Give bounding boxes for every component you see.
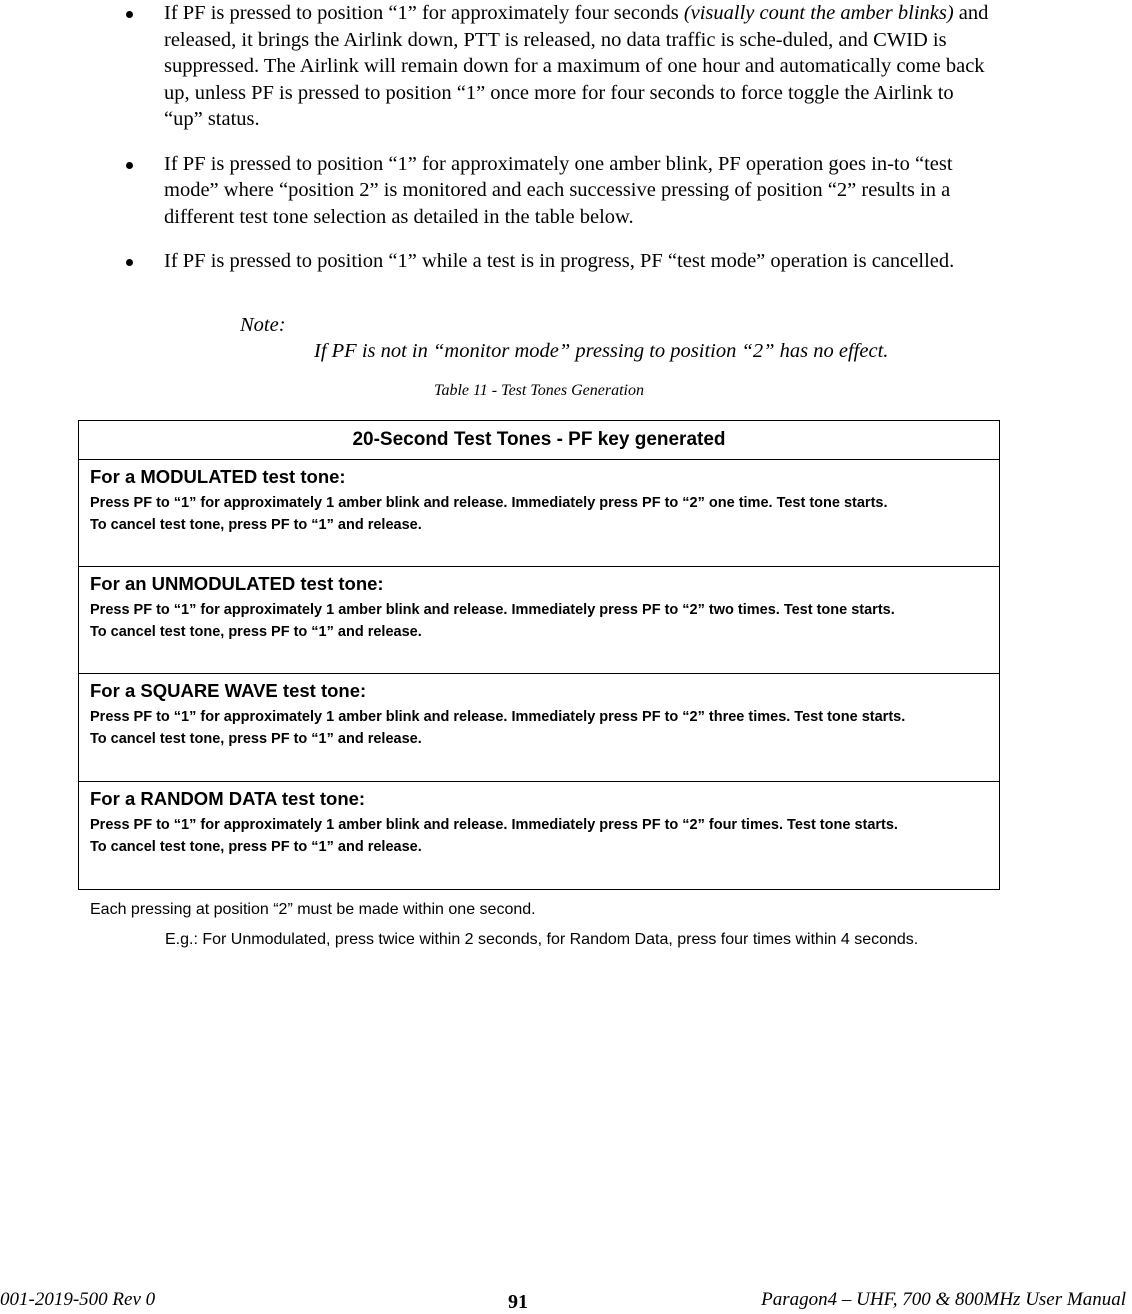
note-label: Note:	[240, 314, 286, 336]
note-text: If PF is not in “monitor mode” pressing to position “2” has no effect.	[314, 340, 889, 362]
footer-page-number: 91	[508, 1291, 528, 1313]
table-row	[79, 674, 999, 782]
row-title: For a SQUARE WAVE test tone:	[90, 680, 367, 701]
bullet-item	[120, 151, 990, 231]
bullet-text: If PF is pressed to position “1” while a test is in progress, PF “test mode” operation is cancelled.	[164, 250, 955, 272]
bullet-item	[120, 0, 994, 133]
table-row	[79, 460, 999, 567]
bullet-dot-icon	[126, 162, 133, 169]
test-tones-table	[78, 420, 1000, 890]
row-title: For a MODULATED test tone:	[90, 466, 346, 487]
row-instruction: Press PF to “1” for approximately 1 amber blink and release. Immediately press PF to “2” three times. Test tone starts.	[90, 709, 906, 725]
table-row	[79, 567, 999, 674]
bullet-text: If PF is pressed to position “1” for approximately four seconds (visually count the amber blinks) and released, it brings the Airlink down, PTT is released, no data traffic is sche-duled, and CWID is suppressed. The Airlink will remain down for a maximum of one hour and automatically come back up, unless PF is pressed to position “1” once more for four seconds to force toggle the Airlink to “up” status.	[164, 2, 994, 130]
footer-doc-number: 001-2019-500 Rev 0	[0, 1289, 156, 1310]
bullet-dot-icon	[126, 259, 133, 266]
bullet-item	[120, 248, 990, 275]
example-note: E.g.: For Unmodulated, press twice within 2 seconds, for Random Data, press four times within 4 seconds.	[165, 931, 919, 948]
row-instruction: Press PF to “1” for approximately 1 amber blink and release. Immediately press PF to “2” four times. Test tone starts.	[90, 817, 898, 833]
table-caption: Table 11 - Test Tones Generation	[434, 382, 644, 399]
bullet-list	[120, 0, 994, 293]
table-header: 20-Second Test Tones - PF key generated	[79, 421, 999, 460]
bullet-dot-icon	[126, 11, 133, 18]
row-cancel-instruction: To cancel test tone, press PF to “1” and release.	[90, 731, 422, 747]
row-cancel-instruction: To cancel test tone, press PF to “1” and release.	[90, 517, 422, 533]
row-title: For an UNMODULATED test tone:	[90, 573, 384, 594]
row-title: For a RANDOM DATA test tone:	[90, 788, 366, 809]
bullet-text: If PF is pressed to position “1” for approximately one amber blink, PF operation goes in-to “test mode” where “position 2” is monitored and each successive pressing of position “2” results in a different test tone selection as detailed in the table below.	[164, 152, 958, 228]
footer-manual-title: Paragon4 – UHF, 700 & 800MHz User Manual	[761, 1289, 1126, 1310]
row-cancel-instruction: To cancel test tone, press PF to “1” and release.	[90, 839, 422, 855]
table-row	[79, 782, 999, 889]
row-instruction: Press PF to “1” for approximately 1 amber blink and release. Immediately press PF to “2” two times. Test tone starts.	[90, 602, 895, 618]
row-cancel-instruction: To cancel test tone, press PF to “1” and release.	[90, 624, 422, 640]
row-instruction: Press PF to “1” for approximately 1 amber blink and release. Immediately press PF to “2” one time. Test tone starts.	[90, 495, 888, 511]
timing-note: Each pressing at position “2” must be made within one second.	[90, 901, 536, 918]
